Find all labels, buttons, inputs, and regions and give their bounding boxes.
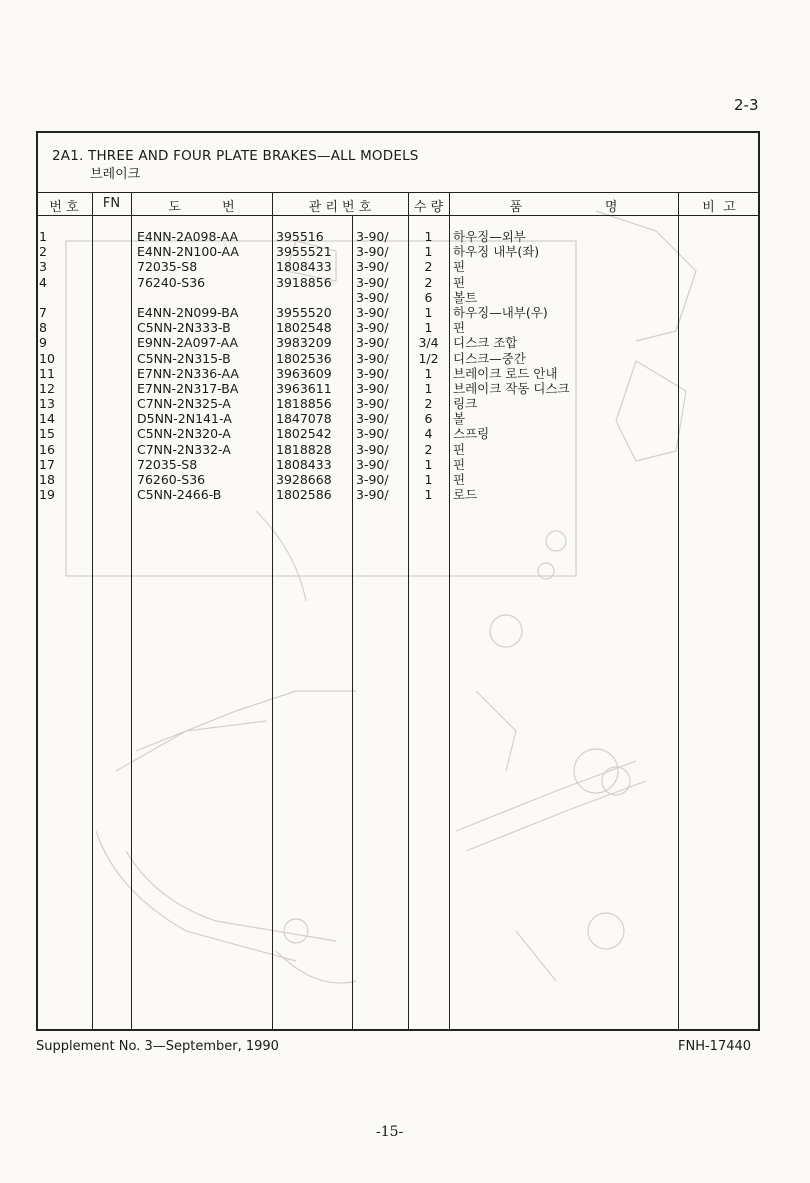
row-control-code: 1802542: [276, 426, 332, 442]
row-qty: 1: [424, 244, 433, 260]
row-qty: 2: [424, 396, 433, 412]
row-revision: 3-90/: [356, 335, 389, 351]
row-qty: 1: [424, 320, 433, 336]
row-part-name: 핀: [453, 320, 466, 336]
row-part-name: 하우징—내부(우): [453, 304, 548, 320]
row-control-code: 1847078: [276, 411, 332, 427]
row-revision: 3-90/: [356, 304, 389, 320]
row-qty: 1: [424, 365, 433, 381]
row-control-code: 3983209: [276, 335, 332, 351]
row-number: 14: [39, 411, 55, 427]
row-drawing-no: D5NN-2N141-A: [137, 411, 232, 427]
header-drawing-no: 도 번: [168, 200, 235, 215]
row-part-name: 스프링: [453, 426, 490, 442]
row-number: 7: [39, 304, 47, 320]
row-control-code: 1808433: [276, 456, 332, 472]
row-drawing-no: E4NN-2N100-AA: [137, 244, 239, 260]
footer-doc-code: FNH-17440: [678, 1039, 752, 1054]
row-qty: 1: [424, 456, 433, 472]
column-divider: [92, 193, 93, 1031]
row-qty: 1: [424, 487, 433, 503]
row-control-code: 395516: [276, 229, 324, 244]
row-drawing-no: E9NN-2A097-AA: [137, 335, 239, 351]
row-part-name: 하우징—외부: [453, 229, 526, 244]
row-qty: 1: [424, 229, 433, 244]
header-top-line: [36, 192, 760, 193]
row-number: 9: [39, 335, 47, 351]
row-part-name: 핀: [453, 274, 466, 290]
row-qty: 6: [424, 289, 433, 305]
row-part-name: 핀: [453, 441, 466, 457]
row-control-code: 3955521: [276, 244, 332, 260]
row-revision: 3-90/: [356, 411, 389, 427]
row-number: 18: [39, 472, 55, 487]
column-divider: [449, 193, 450, 1031]
row-qty: 2: [424, 274, 433, 290]
row-part-name: 볼: [453, 411, 466, 427]
column-control-code: [276, 229, 332, 502]
row-number: 19: [39, 487, 55, 503]
row-revision: 3-90/: [356, 396, 389, 412]
row-control-code: [276, 290, 332, 305]
row-control-code: 1802548: [276, 320, 332, 336]
row-revision: 3-90/: [356, 456, 389, 472]
row-control-code: 3955520: [276, 304, 332, 320]
row-number: 4: [39, 274, 47, 290]
row-part-name: 볼트: [453, 289, 478, 305]
row-number: 15: [39, 426, 55, 442]
row-drawing-no: 72035-S8: [137, 456, 198, 472]
row-control-code: 3928668: [276, 472, 332, 487]
row-drawing-no: 72035-S8: [137, 259, 198, 275]
row-number: [39, 290, 55, 305]
row-number: 3: [39, 259, 47, 275]
column-part-name: [453, 229, 570, 502]
row-control-code: 1802586: [276, 487, 332, 503]
row-revision: 3-90/: [356, 274, 389, 290]
page-number-top: 2-3: [734, 96, 759, 114]
row-part-name: 핀: [453, 472, 466, 487]
row-drawing-no: C5NN-2466-B: [137, 487, 222, 503]
row-control-code: 1818828: [276, 441, 332, 457]
row-control-code: 1802536: [276, 350, 332, 366]
row-qty: 1: [424, 380, 433, 396]
row-control-code: 3963609: [276, 365, 332, 381]
column-no: [39, 229, 55, 502]
row-qty: 2: [424, 259, 433, 275]
row-drawing-no: [137, 290, 239, 305]
row-part-name: 디스크—중간: [453, 350, 526, 366]
row-qty: 4: [424, 426, 433, 442]
row-number: 10: [39, 350, 55, 366]
row-number: 2: [39, 244, 47, 260]
column-qty: [408, 229, 449, 502]
header-control-no: 관 리 번 호: [308, 200, 372, 215]
header-no: 번 호: [49, 200, 79, 215]
row-number: 12: [39, 380, 55, 396]
row-part-name: 핀: [453, 259, 466, 275]
column-divider: [352, 215, 353, 1031]
header-remarks: 비 고: [702, 200, 736, 215]
row-drawing-no: 76260-S36: [137, 472, 206, 487]
row-drawing-no: E4NN-2N099-BA: [137, 304, 239, 320]
row-part-name: 하우징 내부(좌): [453, 244, 540, 260]
row-revision: 3-90/: [356, 289, 389, 305]
row-revision: 3-90/: [356, 259, 389, 275]
row-control-code: 1808433: [276, 259, 332, 275]
row-drawing-no: 76240-S36: [137, 274, 206, 290]
row-number: 13: [39, 396, 55, 412]
header-qty: 수 량: [413, 200, 444, 215]
header-bottom-line: [36, 215, 760, 216]
row-qty: 3/4: [418, 335, 439, 351]
row-revision: 3-90/: [356, 426, 389, 442]
row-drawing-no: C5NN-2N333-B: [137, 320, 231, 336]
row-revision: 3-90/: [356, 350, 389, 366]
row-drawing-no: C7NN-2N332-A: [137, 441, 231, 457]
row-part-name: 브레이크 로드 안내: [453, 365, 558, 381]
row-qty: 6: [424, 411, 433, 427]
column-revision: [356, 229, 389, 502]
row-part-name: 핀: [453, 456, 466, 472]
row-drawing-no: C5NN-2N320-A: [137, 426, 231, 442]
row-control-code: 1818856: [276, 396, 332, 412]
row-revision: 3-90/: [356, 380, 389, 396]
row-number: 8: [39, 320, 47, 336]
row-drawing-no: C5NN-2N315-B: [137, 350, 231, 366]
page-subtitle: 브레이크: [90, 167, 141, 182]
row-part-name: 디스크 조합: [453, 335, 518, 351]
row-number: 16: [39, 441, 55, 457]
row-qty: 2: [424, 441, 433, 457]
row-control-code: 3963611: [276, 380, 332, 396]
page-title: 2A1. THREE AND FOUR PLATE BRAKES—ALL MODELS: [52, 148, 419, 164]
row-part-name: 로드: [453, 487, 478, 503]
row-control-code: 3918856: [276, 274, 332, 290]
row-part-name: 브레이크 작동 디스크: [453, 380, 570, 396]
header-part-name: 품 명: [509, 200, 618, 215]
row-drawing-no: E4NN-2A098-AA: [137, 229, 239, 244]
row-drawing-no: C7NN-2N325-A: [137, 396, 231, 412]
row-revision: 3-90/: [356, 229, 389, 244]
row-revision: 3-90/: [356, 244, 389, 260]
column-drawing-no: [137, 229, 239, 502]
row-part-name: 링크: [453, 396, 478, 412]
row-revision: 3-90/: [356, 472, 389, 487]
row-qty: 1/2: [418, 350, 439, 366]
row-drawing-no: E7NN-2N317-BA: [137, 380, 239, 396]
row-qty: 1: [424, 304, 433, 320]
row-number: 11: [39, 365, 55, 381]
row-revision: 3-90/: [356, 441, 389, 457]
row-revision: 3-90/: [356, 487, 389, 503]
footer-supplement: Supplement No. 3—September, 1990: [36, 1039, 279, 1054]
row-number: 17: [39, 456, 55, 472]
column-divider: [131, 193, 132, 1031]
row-number: 1: [39, 229, 47, 244]
header-fn: FN: [102, 196, 121, 211]
column-divider: [678, 193, 679, 1031]
row-revision: 3-90/: [356, 320, 389, 336]
row-drawing-no: E7NN-2N336-AA: [137, 365, 239, 381]
page-number-bottom: -15-: [376, 1124, 404, 1140]
column-divider: [272, 193, 273, 1031]
row-revision: 3-90/: [356, 365, 389, 381]
row-qty: 1: [424, 472, 433, 487]
